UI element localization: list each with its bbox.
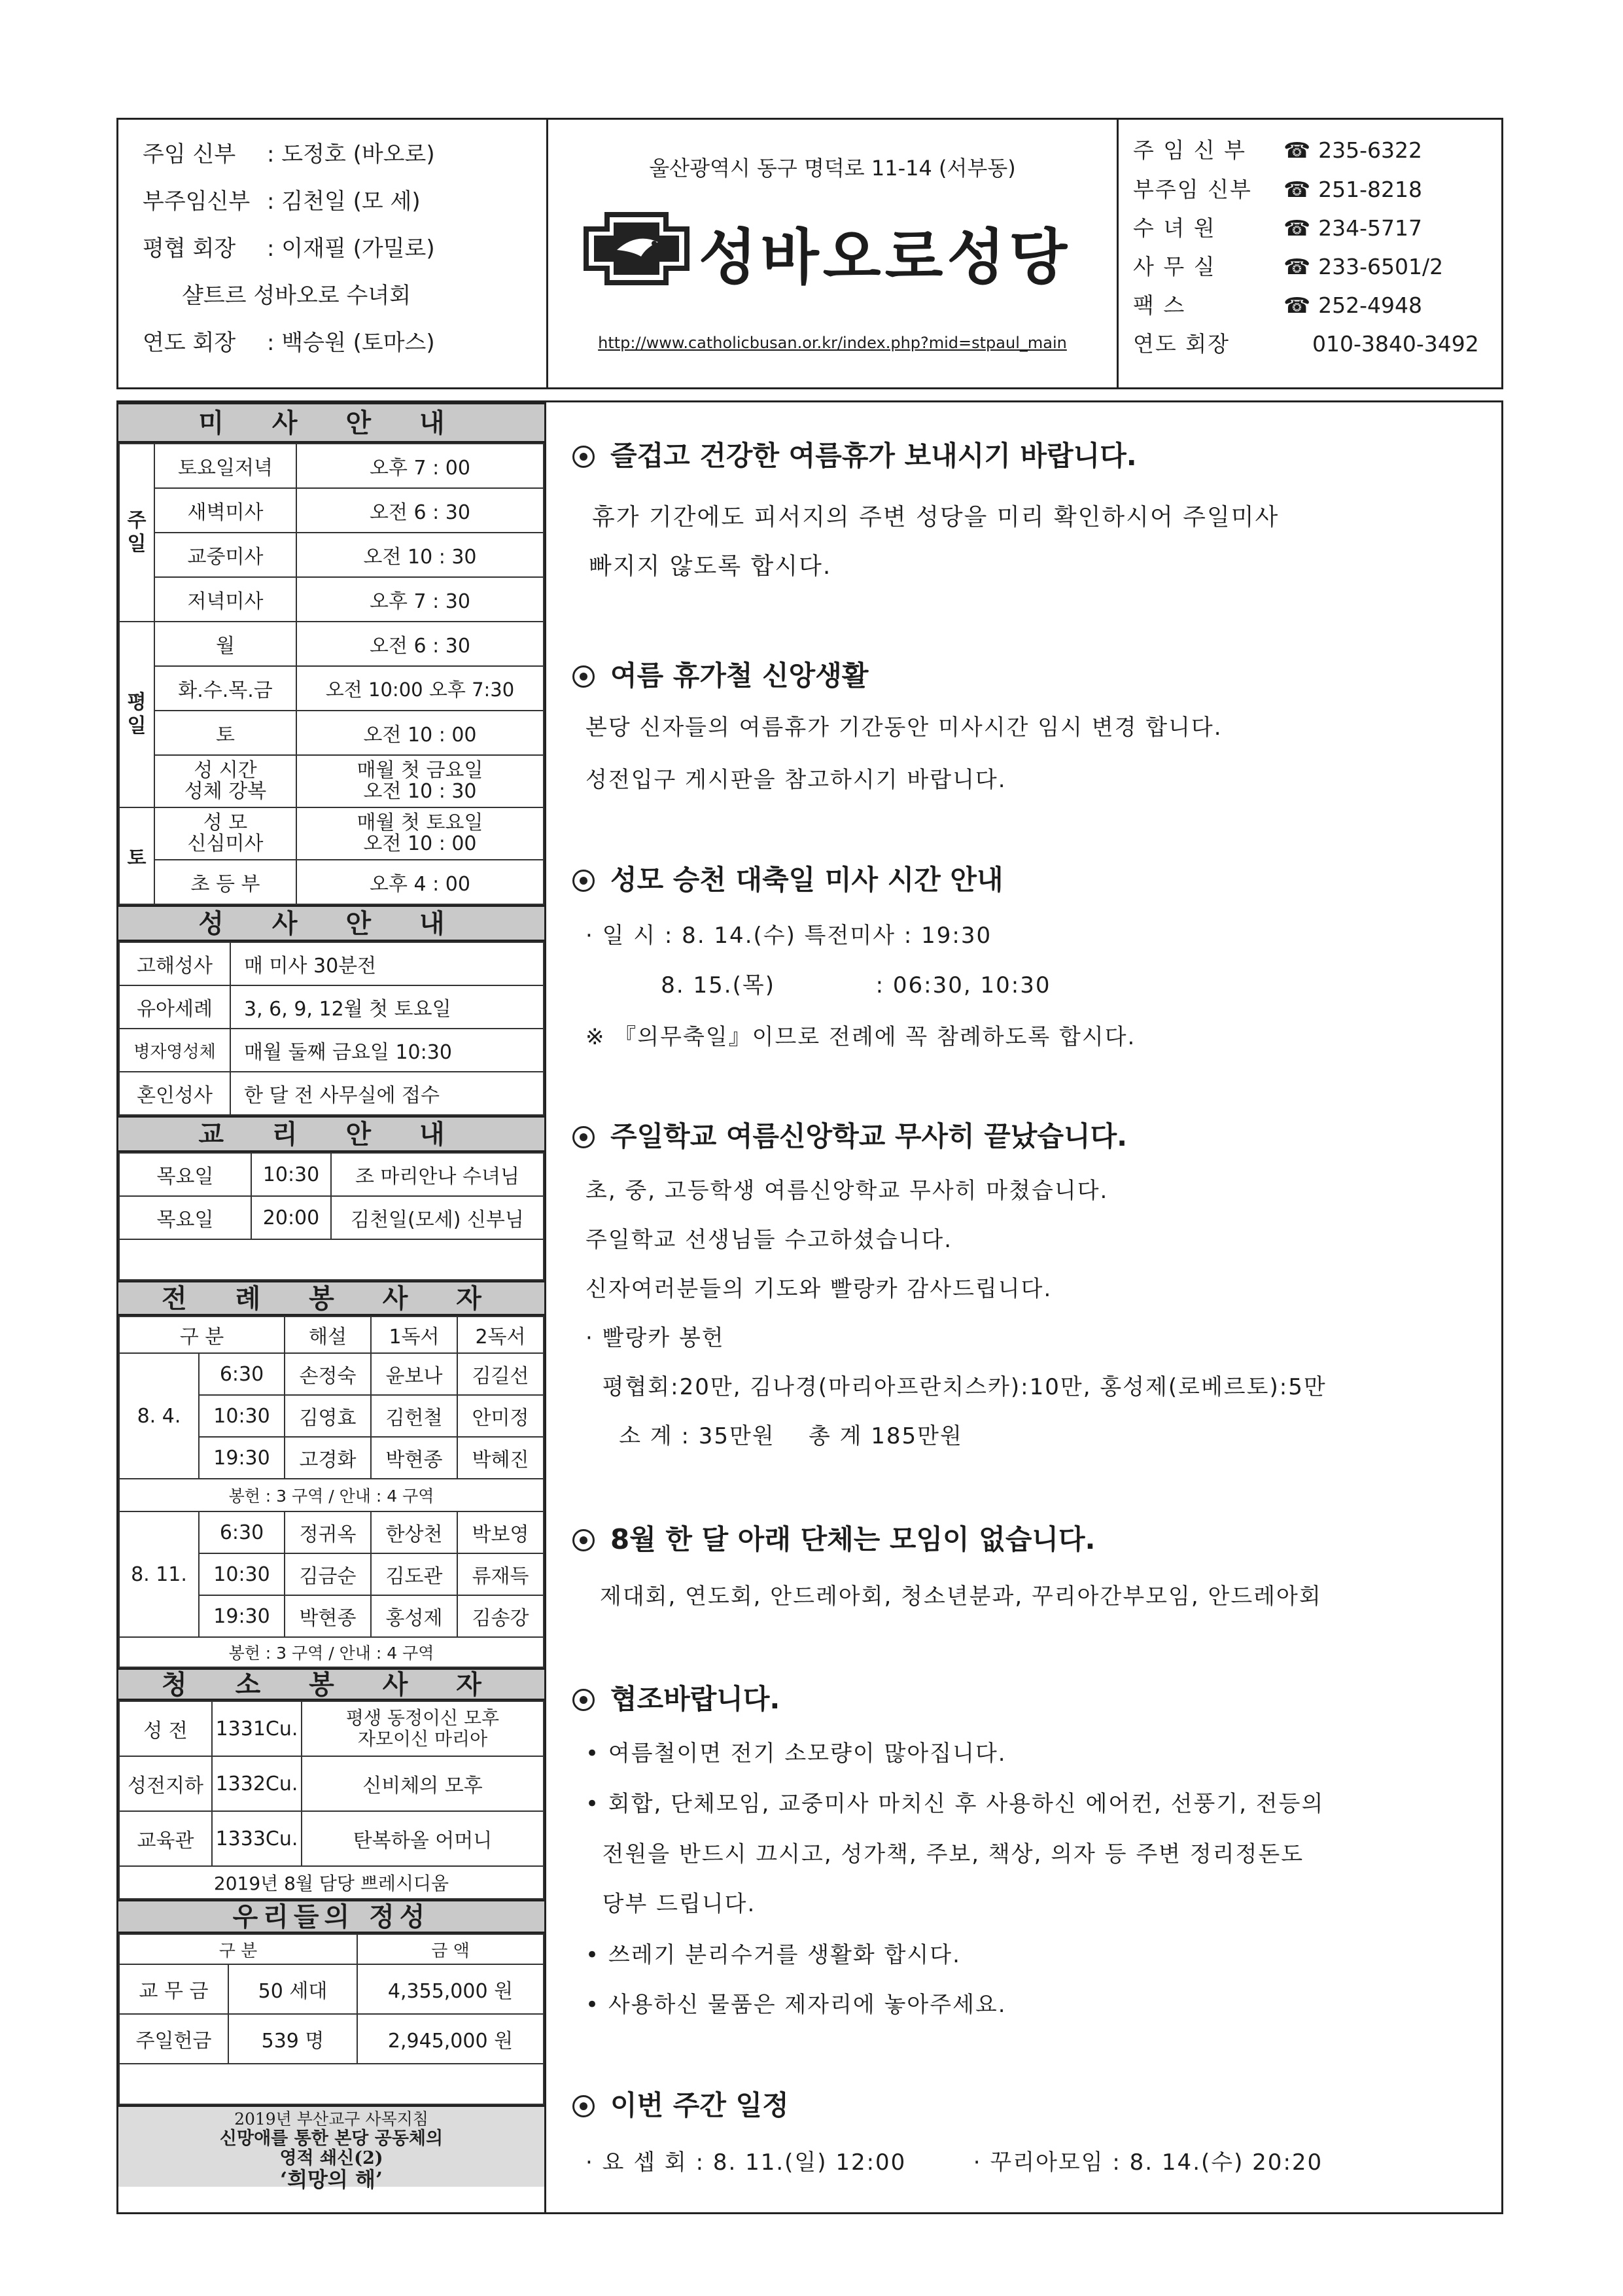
offering-amount: 2,945,000 원 (357, 2014, 544, 2064)
liturgy-reader2: 박혜진 (457, 1437, 544, 1479)
catechism-teacher: 조 마리안나 수녀님 (331, 1153, 544, 1196)
motto-line: 2019년 부산교구 사목지침 (234, 2110, 428, 2128)
sacraments-table (118, 942, 544, 1116)
phone-icon: ☎ (1283, 292, 1311, 318)
sacrament-name: 혼인성사 (119, 1072, 230, 1115)
liturgy-reader2: 김송강 (457, 1595, 544, 1637)
church-name: 성바오로성당 (699, 222, 1072, 292)
weekday-label: 평일 (119, 622, 154, 807)
contact-row: 부주임 신부 ☎ 251-8218 (1133, 177, 1422, 202)
offering-header: 구 분 (119, 1934, 357, 1964)
liturgy-header: 2독서 (457, 1316, 544, 1353)
news-text: • 회합, 단체모임, 교중미사 마치신 후 사용하신 에어컨, 선풍기, 전등의 (585, 1791, 1325, 1817)
mass-time: 오전 10 : 00 (296, 711, 544, 755)
mass-time: 오전 6 : 30 (296, 622, 544, 666)
news-text: · 요 셉 회 : 8. 11.(일) 12:00 · 꾸리아모임 : 8. 14.(수) 20:20 (585, 2149, 1323, 2176)
liturgy-time: 19:30 (199, 1595, 285, 1637)
liturgy-date: 8. 4. (119, 1353, 199, 1479)
contact-row: 사 무 실 ☎ 233-6501/2 (1133, 254, 1444, 279)
catechism-teacher: 김천일(모세) 신부님 (331, 1196, 544, 1239)
liturgy-commentator: 김금순 (285, 1553, 371, 1595)
cleaning-place: 성전지하 (119, 1756, 212, 1811)
news-text: 성전입구 게시판을 참고하시기 바랍니다. (585, 767, 1007, 793)
liturgy-reader2: 박보영 (457, 1511, 544, 1553)
mass-time: 오후 7 : 00 (296, 444, 544, 488)
news-title: 성모 승천 대축일 미사 시간 안내 (572, 858, 1003, 898)
contact-row: 수 녀 원 ☎ 234-5717 (1133, 215, 1422, 241)
contact-row: 팩 스 ☎ 252-4948 (1133, 292, 1422, 318)
sacraments-title: 성 사 안 내 (118, 905, 544, 942)
liturgy-reader1: 김헌철 (371, 1395, 457, 1437)
liturgy-date: 8. 11. (119, 1511, 199, 1637)
news-text: 주일학교 선생님들 수고하셨습니다. (585, 1227, 953, 1253)
sacrament-value: 3, 6, 9, 12월 첫 토요일 (230, 985, 544, 1029)
liturgy-table (118, 1316, 544, 1668)
cleaning-cu: 1332Cu. (212, 1756, 302, 1811)
liturgy-header: 1독서 (371, 1316, 457, 1353)
mass-name: 월 (154, 622, 296, 666)
news-text: 당부 드립니다. (585, 1891, 756, 1917)
homepage-link[interactable]: http://www.catholicbusan.or.kr/index.php?mid=stpaul_main (598, 334, 1067, 352)
news-column (559, 400, 1495, 2214)
mass-name: 교중미사 (154, 533, 296, 577)
empty-row (119, 1239, 544, 1280)
news-text: 소 계 : 35만원 총 계 185만원 (585, 1423, 963, 1449)
news-text: • 사용하신 물품은 제자리에 놓아주세요. (585, 1992, 1007, 2018)
bullet-icon (572, 1126, 595, 1148)
liturgy-reader1: 한상천 (371, 1511, 457, 1553)
left-column (118, 402, 544, 2192)
mass-name: 성 모 신심미사 (154, 807, 296, 860)
news-text: 전원을 반드시 끄시고, 성가책, 주보, 책상, 의자 등 주변 정리정돈도 (585, 1841, 1304, 1867)
liturgy-commentator: 박현종 (285, 1595, 371, 1637)
phone-icon: ☎ (1283, 215, 1311, 241)
liturgy-reader2: 안미정 (457, 1395, 544, 1437)
offering-amount: 4,355,000 원 (357, 1964, 544, 2014)
news-text: 빠지지 않도록 합시다. (589, 553, 832, 580)
liturgy-reader1: 윤보나 (371, 1353, 457, 1395)
cleaning-note: 2019년 8월 담당 쁘레시디움 (119, 1866, 544, 1899)
liturgy-reader1: 박현종 (371, 1437, 457, 1479)
catechism-time: 20:00 (251, 1196, 331, 1239)
news-text: 신자여러분들의 기도와 빨랑카 감사드립니다. (585, 1276, 1053, 1302)
mass-title: 미 사 안 내 (118, 402, 544, 443)
news-text: · 일 시 : 8. 14.(수) 특전미사 : 19:30 (585, 923, 992, 949)
news-text: • 쓰레기 분리수거를 생활화 합시다. (585, 1942, 961, 1968)
staff-line: 샬트르 성바오로 수녀회 (182, 283, 411, 309)
cleaning-praesidium: 탄복하올 어머니 (302, 1811, 544, 1866)
pastoral-motto (118, 2105, 544, 2192)
bullet-icon (572, 446, 595, 468)
empty-row (119, 2064, 544, 2104)
phone-icon: ☎ (1283, 137, 1311, 163)
news-text: · 빨랑카 봉헌 (585, 1325, 725, 1351)
sacrament-name: 유아세례 (119, 985, 230, 1029)
offering-name: 주일헌금 (119, 2014, 228, 2064)
offering-count: 50 세대 (228, 1964, 357, 2014)
sacrament-value: 한 달 전 사무실에 접수 (230, 1072, 544, 1115)
phone-icon: ☎ (1283, 177, 1311, 202)
cleaning-cu: 1333Cu. (212, 1811, 302, 1866)
bullet-icon (572, 665, 595, 688)
mass-name: 저녁미사 (154, 577, 296, 622)
news-text: 초, 중, 고등학생 여름신앙학교 무사히 마쳤습니다. (585, 1178, 1109, 1204)
sunday-label: 주일 (119, 444, 154, 622)
offering-title: 우리들의 정성 (118, 1899, 544, 1934)
mass-time: 오후 7 : 30 (296, 577, 544, 622)
liturgy-commentator: 김영효 (285, 1395, 371, 1437)
catechism-title: 교 리 안 내 (118, 1116, 544, 1152)
catechism-day: 목요일 (119, 1196, 251, 1239)
mass-time: 매월 첫 토요일 오전 10 : 00 (296, 807, 544, 860)
offering-table (118, 1934, 544, 2105)
staff-line: 연도 회장 : 백승원 (토마스) (143, 330, 435, 356)
sacrament-name: 병자영성체 (119, 1029, 230, 1072)
liturgy-time: 10:30 (199, 1395, 285, 1437)
liturgy-time: 6:30 (199, 1353, 285, 1395)
mass-table (118, 443, 544, 905)
cleaning-praesidium: 신비체의 모후 (302, 1756, 544, 1811)
news-title: 8월 한 달 아래 단체는 모임이 없습니다. (572, 1518, 1096, 1557)
cleaning-praesidium: 평생 동정이신 모후 자모이신 마리아 (302, 1701, 544, 1756)
offering-header: 금 액 (357, 1934, 544, 1964)
liturgy-time: 6:30 (199, 1511, 285, 1553)
staff-line: 부주임신부 : 김천일 (모 세) (143, 188, 421, 215)
news-text: 휴가 기간에도 피서지의 주변 성당을 미리 확인하시어 주일미사 (592, 504, 1280, 531)
liturgy-note: 봉헌 : 3 구역 / 안내 : 4 구역 (119, 1479, 544, 1511)
mass-time: 오전 6 : 30 (296, 488, 544, 533)
news-title: 주일학교 여름신앙학교 무사히 끝났습니다. (572, 1115, 1127, 1154)
news-title: 협조바랍니다. (572, 1678, 780, 1717)
mass-name: 초 등 부 (154, 860, 296, 904)
column-divider (544, 400, 546, 2214)
cleaning-place: 성 전 (119, 1701, 212, 1756)
contact-row: 연도 회장 010-3840-3492 (1133, 331, 1479, 357)
catechism-time: 10:30 (251, 1153, 331, 1196)
contact-row: 주 임 신 부 ☎ 235-6322 (1133, 137, 1422, 163)
liturgy-reader1: 김도관 (371, 1553, 457, 1595)
liturgy-commentator: 정귀옥 (285, 1511, 371, 1553)
liturgy-commentator: 고경화 (285, 1437, 371, 1479)
saturday-label: 토 (119, 807, 154, 904)
liturgy-header: 해설 (285, 1316, 371, 1353)
liturgy-commentator: 손정숙 (285, 1353, 371, 1395)
news-text: 평협회:20만, 김나경(마리아프란치스카):10만, 홍성제(로베르토):5만 (585, 1374, 1327, 1400)
bullet-icon (572, 1689, 595, 1711)
news-text: 제대회, 연도회, 안드레아회, 청소년분과, 꾸리아간부모임, 안드레아회 (600, 1583, 1322, 1610)
news-text: • 여름철이면 전기 소모량이 많아집니다. (585, 1740, 1007, 1767)
header-contacts (1119, 118, 1503, 389)
mass-time: 매월 첫 금요일 오전 10 : 30 (296, 755, 544, 807)
motto-line: ‘희망의 해’ (279, 2167, 383, 2192)
bullet-icon (572, 870, 595, 892)
offering-name: 교 무 금 (119, 1964, 228, 2014)
cleaning-cu: 1331Cu. (212, 1701, 302, 1756)
header-center (548, 118, 1119, 389)
mass-name: 토 (154, 711, 296, 755)
mass-time: 오후 4 : 00 (296, 860, 544, 904)
news-title: 이번 주간 일정 (572, 2084, 789, 2123)
cleaning-title: 청 소 봉 사 자 (118, 1668, 544, 1701)
header-staff (116, 118, 548, 389)
mass-time: 오전 10 : 30 (296, 533, 544, 577)
phone-icon: ☎ (1283, 254, 1311, 279)
liturgy-note: 봉헌 : 3 구역 / 안내 : 4 구역 (119, 1637, 544, 1667)
sacrament-name: 고해성사 (119, 942, 230, 985)
staff-line: 평협 회장 : 이재필 (가밀로) (143, 236, 435, 262)
news-text: 8. 15.(목) : 06:30, 10:30 (585, 972, 1051, 998)
staff-line: 주임 신부 : 도정호 (바오로) (143, 141, 435, 168)
liturgy-reader2: 김길선 (457, 1353, 544, 1395)
offering-count: 539 명 (228, 2014, 357, 2064)
cleaning-table (118, 1701, 544, 1899)
news-title: 즐겁고 건강한 여름휴가 보내시기 바랍니다. (572, 434, 1137, 474)
news-text: ※ 『의무축일』이므로 전례에 꼭 참례하도록 합시다. (585, 1024, 1136, 1050)
bullet-icon (572, 2095, 595, 2117)
bullet-icon (572, 1529, 595, 1551)
church-logo (581, 209, 692, 288)
mass-name: 화.수.목.금 (154, 666, 296, 711)
liturgy-reader2: 류재득 (457, 1553, 544, 1595)
mass-name: 토요일저녁 (154, 444, 296, 488)
mass-name: 새벽미사 (154, 488, 296, 533)
mass-name: 성 시간 성체 강복 (154, 755, 296, 807)
liturgy-header: 구 분 (119, 1316, 285, 1353)
liturgy-reader1: 홍성제 (371, 1595, 457, 1637)
catechism-day: 목요일 (119, 1153, 251, 1196)
mass-time: 오전 10:00 오후 7:30 (296, 666, 544, 711)
liturgy-title: 전 례 봉 사 자 (118, 1280, 544, 1316)
liturgy-time: 10:30 (199, 1553, 285, 1595)
motto-line: 신망애를 통한 본당 공동체의 (219, 2128, 444, 2149)
news-text: 본당 신자들의 여름휴가 기간동안 미사시간 임시 변경 합니다. (585, 715, 1223, 741)
news-title: 여름 휴가철 신앙생활 (572, 654, 868, 694)
address: 울산광역시 동구 명덕로 11-14 (서부동) (649, 156, 1016, 181)
sacrament-value: 매 미사 30분전 (230, 942, 544, 985)
sacrament-value: 매월 둘째 금요일 10:30 (230, 1029, 544, 1072)
catechism-table (118, 1152, 544, 1280)
cleaning-place: 교육관 (119, 1811, 212, 1866)
liturgy-time: 19:30 (199, 1437, 285, 1479)
motto-line: 영적 쇄신(2) (279, 2148, 383, 2168)
